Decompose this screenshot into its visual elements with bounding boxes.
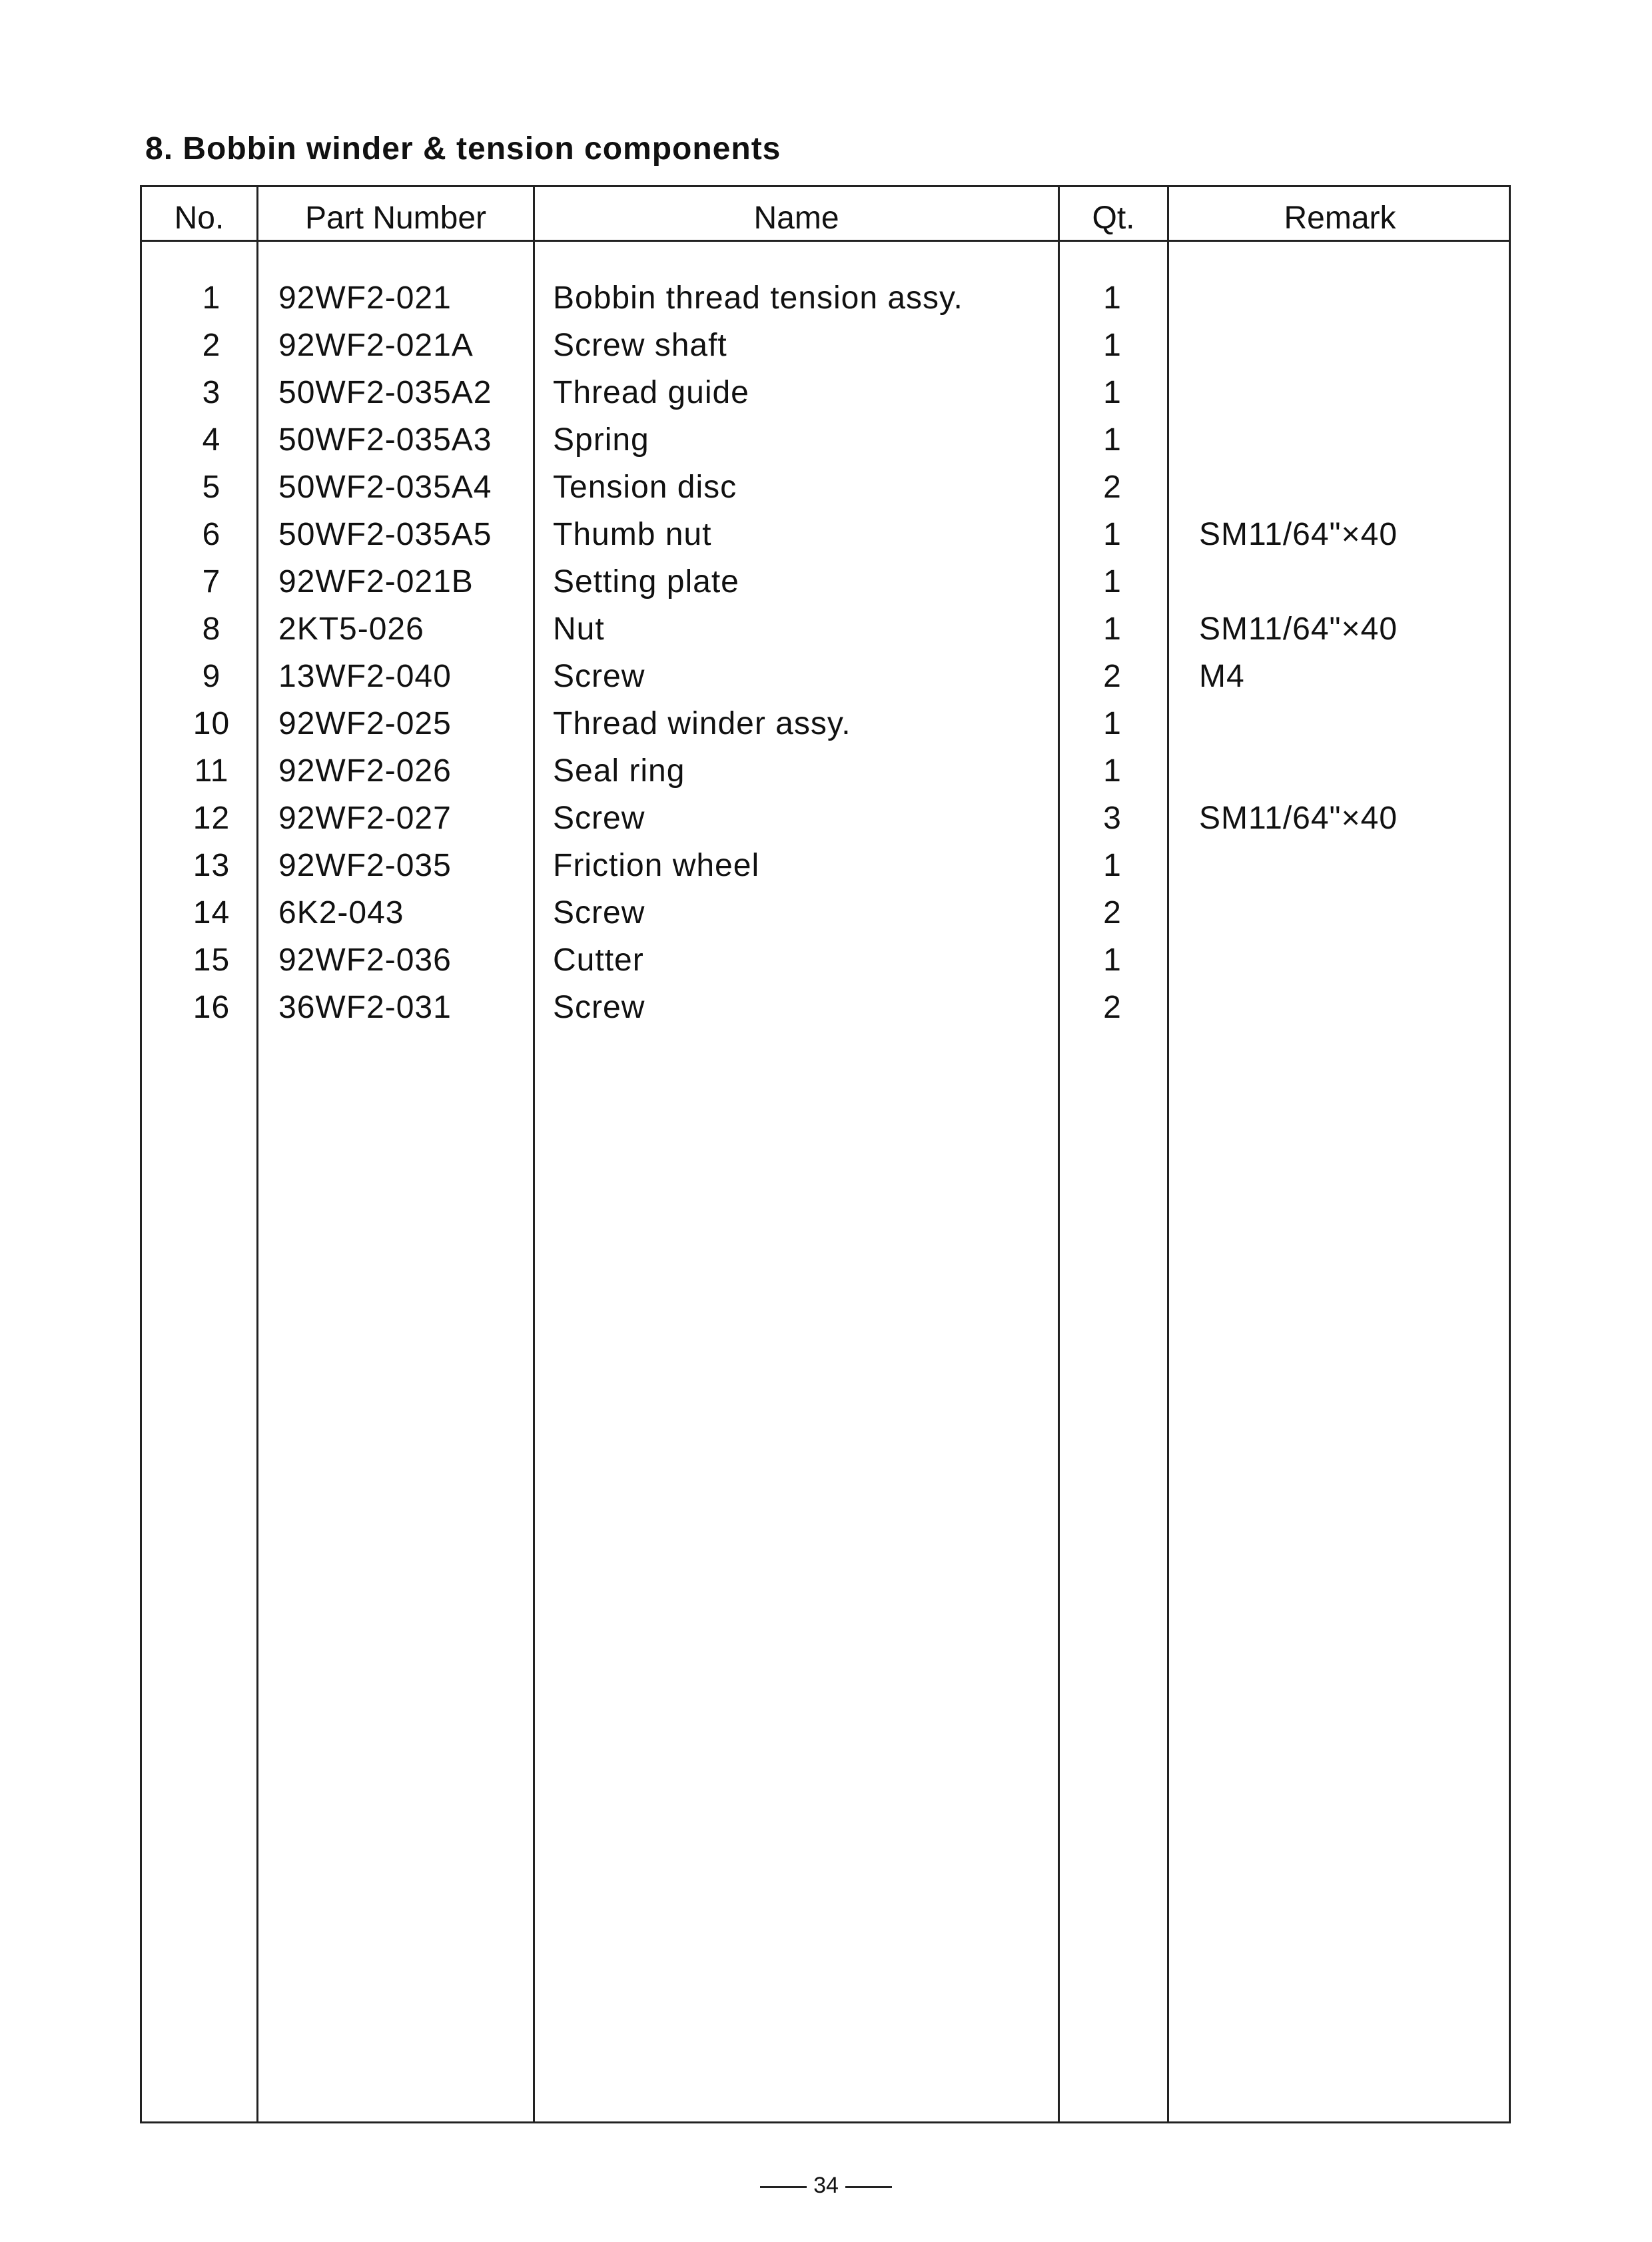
table-row xyxy=(0,515,1652,562)
row-remark: SM11/64"×40 xyxy=(1199,517,1398,552)
row-part-number: 2KT5-026 xyxy=(278,611,424,647)
row-no: 2 xyxy=(202,328,221,363)
row-name: Screw xyxy=(553,990,645,1025)
row-part-number: 13WF2-040 xyxy=(278,659,452,694)
row-no: 3 xyxy=(202,375,221,410)
row-name: Bobbin thread tension assy. xyxy=(553,280,963,316)
table-row xyxy=(0,846,1652,893)
row-qt: 1 xyxy=(1103,328,1122,363)
row-part-number: 50WF2-035A5 xyxy=(278,517,492,552)
row-qt: 1 xyxy=(1103,280,1122,316)
header-part-number: Part Number xyxy=(304,200,487,236)
row-name: Tension disc xyxy=(553,470,737,505)
row-no: 12 xyxy=(193,801,230,836)
row-qt: 1 xyxy=(1103,942,1122,978)
header-no: No. xyxy=(174,200,224,236)
row-no: 14 xyxy=(193,895,230,931)
table-row xyxy=(0,609,1652,657)
row-part-number: 92WF2-021 xyxy=(278,280,452,316)
row-name: Screw shaft xyxy=(553,328,727,363)
row-qt: 1 xyxy=(1103,375,1122,410)
row-qt: 1 xyxy=(1103,848,1122,883)
row-part-number: 92WF2-025 xyxy=(278,706,452,741)
row-name: Friction wheel xyxy=(553,848,760,883)
row-no: 13 xyxy=(193,848,230,883)
table-row xyxy=(0,278,1652,326)
section-title: 8. Bobbin winder & tension components xyxy=(145,131,781,167)
row-part-number: 92WF2-021A xyxy=(278,328,474,363)
row-part-number: 50WF2-035A2 xyxy=(278,375,492,410)
table-row xyxy=(0,326,1652,373)
row-remark: M4 xyxy=(1199,659,1245,694)
row-name: Setting plate xyxy=(553,564,739,599)
row-remark: SM11/64"×40 xyxy=(1199,801,1398,836)
row-no: 9 xyxy=(202,659,221,694)
row-name: Thread winder assy. xyxy=(553,706,851,741)
table-row xyxy=(0,751,1652,799)
header-qt: Qt. xyxy=(1092,200,1135,236)
row-qt: 2 xyxy=(1103,470,1122,505)
row-part-number: 92WF2-036 xyxy=(278,942,452,978)
row-no: 15 xyxy=(193,942,230,978)
table-row xyxy=(0,562,1652,609)
row-part-number: 92WF2-026 xyxy=(278,753,452,789)
row-part-number: 36WF2-031 xyxy=(278,990,452,1025)
row-qt: 2 xyxy=(1103,895,1122,931)
row-no: 6 xyxy=(202,517,221,552)
row-name: Seal ring xyxy=(553,753,685,789)
row-qt: 1 xyxy=(1103,611,1122,647)
row-no: 16 xyxy=(193,990,230,1025)
row-part-number: 50WF2-035A3 xyxy=(278,422,492,458)
row-qt: 1 xyxy=(1103,517,1122,552)
row-no: 4 xyxy=(202,422,221,458)
row-part-number: 92WF2-021B xyxy=(278,564,474,599)
row-no: 7 xyxy=(202,564,221,599)
row-no: 1 xyxy=(202,280,221,316)
row-no: 8 xyxy=(202,611,221,647)
row-qt: 2 xyxy=(1103,990,1122,1025)
row-name: Nut xyxy=(553,611,605,647)
row-part-number: 92WF2-027 xyxy=(278,801,452,836)
page-footer xyxy=(0,2173,1652,2199)
row-name: Cutter xyxy=(553,942,644,978)
header-divider xyxy=(140,240,1511,242)
row-name: Screw xyxy=(553,659,645,694)
row-qt: 1 xyxy=(1103,422,1122,458)
page-number: 34 xyxy=(813,2173,839,2198)
row-remark: SM11/64"×40 xyxy=(1199,611,1398,647)
header-name: Name xyxy=(753,200,839,236)
row-no: 11 xyxy=(194,753,229,789)
footer-dash-right xyxy=(845,2186,892,2188)
row-name: Spring xyxy=(553,422,649,458)
row-qt: 1 xyxy=(1103,753,1122,789)
row-part-number: 6K2-043 xyxy=(278,895,404,931)
table-row xyxy=(0,704,1652,751)
row-no: 10 xyxy=(193,706,230,741)
row-part-number: 92WF2-035 xyxy=(278,848,452,883)
row-name: Thread guide xyxy=(553,375,749,410)
header-remark: Remark xyxy=(1284,200,1396,236)
row-qt: 3 xyxy=(1103,801,1122,836)
table-row xyxy=(0,988,1652,1035)
row-qt: 1 xyxy=(1103,564,1122,599)
row-part-number: 50WF2-035A4 xyxy=(278,470,492,505)
row-no: 5 xyxy=(202,470,221,505)
row-name: Thumb nut xyxy=(553,517,712,552)
row-name: Screw xyxy=(553,801,645,836)
row-qt: 1 xyxy=(1103,706,1122,741)
table-row xyxy=(0,799,1652,846)
table-row xyxy=(0,893,1652,940)
table-row xyxy=(0,940,1652,988)
table-row xyxy=(0,657,1652,704)
row-name: Screw xyxy=(553,895,645,931)
row-qt: 2 xyxy=(1103,659,1122,694)
footer-dash-left xyxy=(760,2186,807,2188)
table-row xyxy=(0,373,1652,420)
table-row xyxy=(0,420,1652,468)
table-row xyxy=(0,468,1652,515)
